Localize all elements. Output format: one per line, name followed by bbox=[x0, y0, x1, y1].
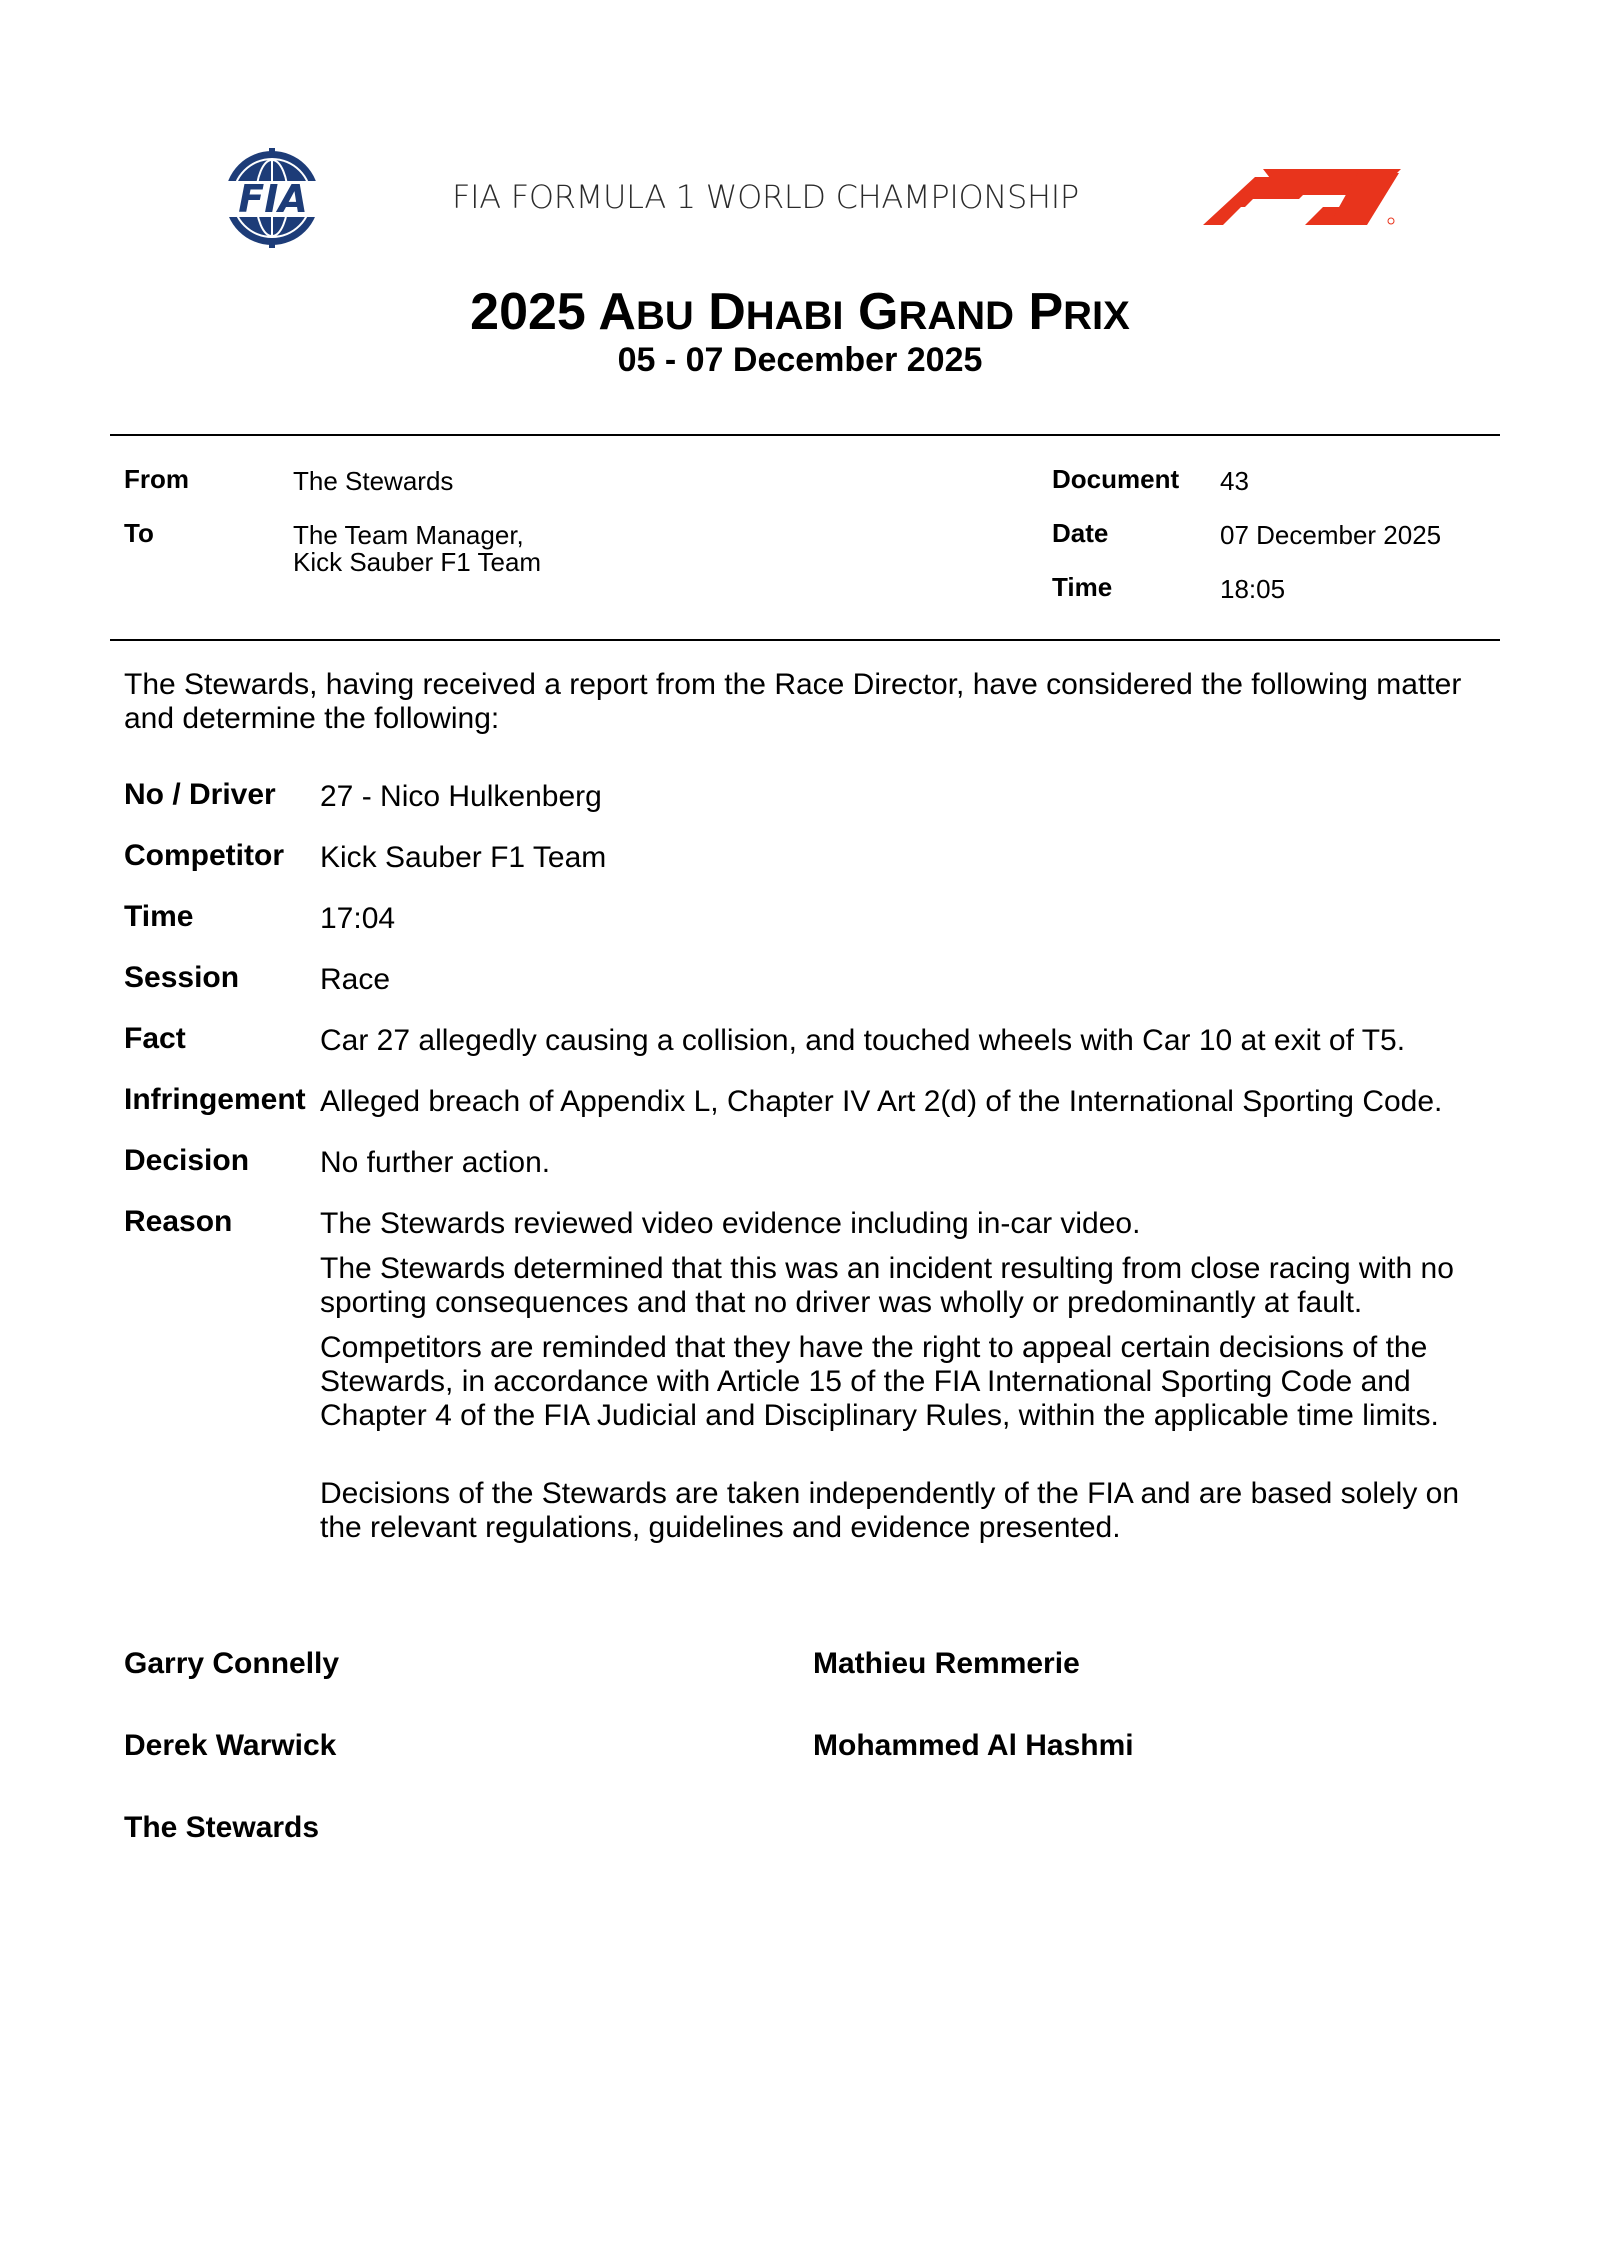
time-label: Time bbox=[1052, 572, 1113, 602]
field-label-decision: Decision bbox=[124, 1144, 250, 1177]
to-label: To bbox=[124, 518, 154, 548]
field-label-reason: Reason bbox=[124, 1205, 233, 1238]
document-label: Document bbox=[1052, 464, 1180, 494]
field-label-infringement: Infringement bbox=[124, 1083, 306, 1116]
field-value-fact: Car 27 allegedly causing a collision, and touched wheels with Car 10 at exit of T5. bbox=[320, 1024, 1406, 1057]
field-label-time: Time bbox=[124, 900, 194, 933]
fia-logo bbox=[205, 148, 340, 248]
stewards-footer: The Stewards bbox=[124, 1811, 320, 1844]
time-value: 18:05 bbox=[1220, 574, 1286, 604]
event-name: ABU DHABI GRAND PRIX bbox=[598, 283, 1130, 341]
intro-paragraph: The Stewards, having received a report from the Race Director, have considered the following matter and determine the following: bbox=[124, 668, 1462, 735]
date-label: Date bbox=[1052, 518, 1109, 548]
steward-name: Mohammed Al Hashmi bbox=[813, 1729, 1134, 1762]
from-label: From bbox=[124, 464, 189, 494]
event-title bbox=[0, 280, 1600, 348]
document-value: 43 bbox=[1220, 466, 1249, 496]
field-value-decision: No further action. bbox=[320, 1146, 551, 1179]
divider bbox=[110, 639, 1500, 641]
reason-paragraph-1: The Stewards determined that this was an incident resulting from close racing with no sporting consequences and that no driver was wholly or predominantly at fault. bbox=[320, 1252, 1454, 1319]
to-value-line1: The Team Manager, bbox=[293, 520, 524, 550]
svg-text:FIA: FIA bbox=[238, 177, 308, 221]
steward-name: Garry Connelly bbox=[124, 1647, 340, 1680]
reason-paragraph-3: Decisions of the Stewards are taken independently of the FIA and are based solely on the relevant regulations, guidelines and evidence presented. bbox=[320, 1477, 1460, 1544]
field-value-competitor: Kick Sauber F1 Team bbox=[320, 841, 607, 874]
event-year: 2025 bbox=[470, 283, 586, 341]
steward-name: Derek Warwick bbox=[124, 1729, 337, 1762]
reason-paragraph-2: Competitors are reminded that they have the right to appeal certain decisions of the Stewards, in accordance with Article 15 of the FIA International Sporting Code and Chapter 4 of the FIA Judicial and Disciplinary Rules, within the applicable time limits. bbox=[320, 1331, 1439, 1432]
field-value-time: 17:04 bbox=[320, 902, 396, 935]
date-value: 07 December 2025 bbox=[1220, 520, 1442, 550]
divider bbox=[110, 434, 1500, 436]
to-value-line2: Kick Sauber F1 Team bbox=[293, 547, 542, 577]
field-value-reason: The Stewards reviewed video evidence including in-car video. bbox=[320, 1207, 1141, 1240]
steward-name: Mathieu Remmerie bbox=[813, 1647, 1080, 1680]
field-value-session: Race bbox=[320, 963, 391, 996]
f1-logo bbox=[1203, 167, 1403, 227]
field-value-driver: 27 - Nico Hulkenberg bbox=[320, 780, 602, 813]
championship-title: FIA FORMULA 1 WORLD CHAMPIONSHIP bbox=[452, 178, 1079, 216]
event-dates: 05 - 07 December 2025 bbox=[617, 341, 983, 379]
field-value-infringement: Alleged breach of Appendix L, Chapter IV Art 2(d) of the International Sporting Code. bbox=[320, 1085, 1443, 1118]
field-label-fact: Fact bbox=[124, 1022, 186, 1055]
field-label-competitor: Competitor bbox=[124, 839, 284, 872]
field-label-session: Session bbox=[124, 961, 240, 994]
from-value: The Stewards bbox=[293, 466, 454, 496]
field-label-driver: No / Driver bbox=[124, 778, 276, 811]
